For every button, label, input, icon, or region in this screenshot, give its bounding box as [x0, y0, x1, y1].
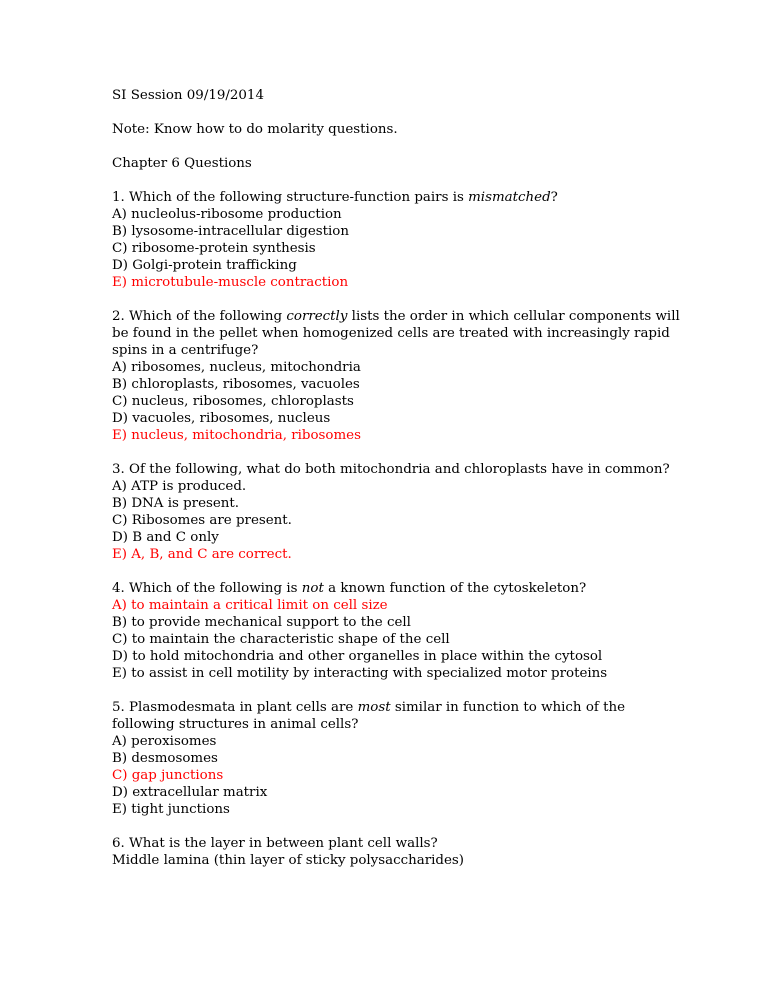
option: B) to provide mechanical support to the cell: [112, 615, 411, 630]
chapter-heading: Chapter 6 Questions: [112, 156, 252, 171]
option: C) to maintain the characteristic shape of the cell: [112, 632, 450, 647]
correct-option: E) nucleus, mitochondria, ribosomes: [112, 428, 361, 443]
option: A) peroxisomes: [112, 734, 217, 749]
option: B) DNA is present.: [112, 496, 240, 511]
question-stem: 6. What is the layer in between plant cell walls?: [112, 836, 438, 851]
option: D) extracellular matrix: [112, 785, 268, 800]
emphasis: correctly: [286, 309, 348, 324]
correct-option: E) microtubule-muscle contraction: [112, 275, 349, 290]
question-stem: 1. Which of the following structure-function pairs is mismatched?: [112, 190, 558, 205]
question-6: [112, 835, 672, 869]
option: B) lysosome-intracellular digestion: [112, 224, 349, 239]
question-stem: 4. Which of the following is not a known function of the cytoskeleton?: [112, 581, 587, 596]
question-stem: 2. Which of the following correctly lists the order in which cellular components will: [112, 309, 680, 324]
option: B) desmosomes: [112, 751, 218, 766]
option: D) Golgi-protein trafficking: [112, 258, 297, 273]
option: A) ribosomes, nucleus, mitochondria: [112, 360, 361, 375]
question-stem: 5. Plasmodesmata in plant cells are most similar in function to which of the: [112, 700, 626, 715]
option: D) to hold mitochondria and other organelles in place within the cytosol: [112, 649, 603, 664]
question-2: [112, 308, 680, 444]
emphasis: not: [301, 581, 324, 596]
question-stem: 3. Of the following, what do both mitochondria and chloroplasts have in common?: [112, 462, 670, 477]
note-line: Note: Know how to do molarity questions.: [112, 122, 398, 137]
emphasis: most: [357, 700, 391, 715]
question-5: [112, 699, 672, 818]
option: A) ATP is produced.: [112, 479, 247, 494]
option: D) B and C only: [112, 530, 219, 545]
emphasis: mismatched: [468, 190, 551, 205]
question-stem-continued: following structures in animal cells?: [112, 717, 359, 732]
correct-option: E) A, B, and C are correct.: [112, 547, 292, 562]
correct-option: A) to maintain a critical limit on cell size: [112, 598, 388, 613]
question-stem-continued: be found in the pellet when homogenized cells are treated with increasingly rapid: [112, 326, 670, 341]
document-body: [112, 87, 680, 886]
correct-option: C) gap junctions: [112, 768, 224, 783]
question-stem-continued: spins in a centrifuge?: [112, 343, 259, 358]
question-3: [112, 461, 672, 563]
session-title: SI Session 09/19/2014: [112, 88, 264, 103]
option: C) Ribosomes are present.: [112, 513, 292, 528]
question-1: [112, 189, 672, 291]
option: C) ribosome-protein synthesis: [112, 241, 316, 256]
option: E) to assist in cell motility by interacting with specialized motor proteins: [112, 666, 608, 681]
question-4: [112, 580, 672, 682]
option: B) chloroplasts, ribosomes, vacuoles: [112, 377, 360, 392]
option: C) nucleus, ribosomes, chloroplasts: [112, 394, 354, 409]
option: A) nucleolus-ribosome production: [112, 207, 342, 222]
option: E) tight junctions: [112, 802, 230, 817]
option: D) vacuoles, ribosomes, nucleus: [112, 411, 331, 426]
answer-line: Middle lamina (thin layer of sticky polysaccharides): [112, 853, 464, 868]
